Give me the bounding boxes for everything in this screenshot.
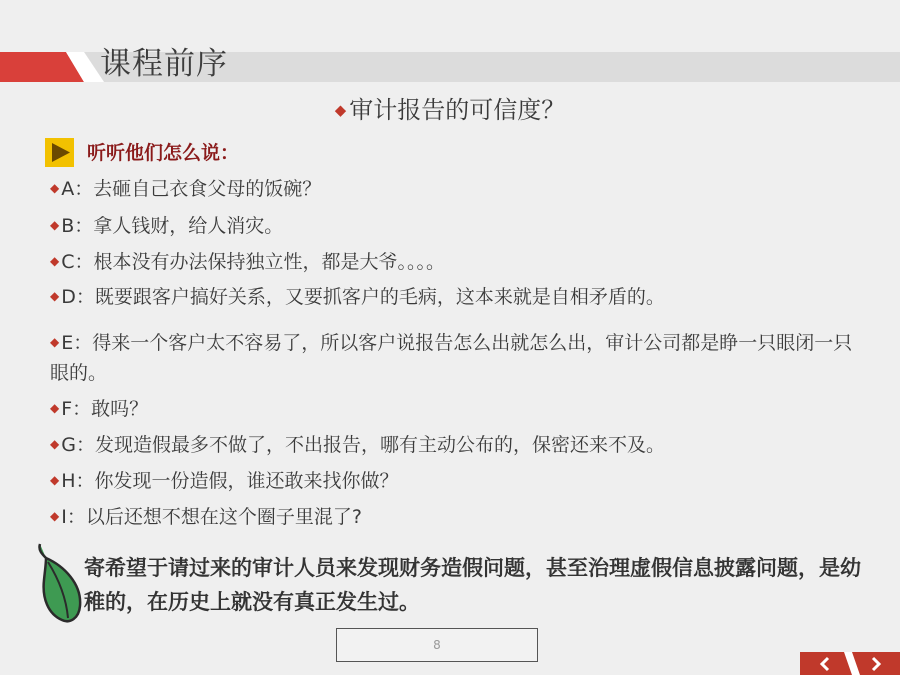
list-item [50, 210, 870, 241]
chevron-left-icon [800, 652, 850, 675]
diamond-bullet-icon: ◆ [50, 254, 60, 268]
list-item [50, 173, 870, 204]
diamond-bullet-icon: ◆ [50, 509, 60, 523]
slide-subtitle [0, 92, 900, 128]
page-number: 8 [336, 628, 538, 662]
diamond-bullet-icon: ◆ [50, 473, 60, 487]
list-item-text: H：你发现一份造假，谁还敢来找你做？ [61, 470, 399, 492]
list-item [50, 246, 870, 277]
list-item [50, 327, 870, 388]
diamond-bullet-icon: ◆ [334, 101, 347, 120]
list-item-text: G：发现造假最多不做了，不出报告，哪有主动公布的，保密还来不及。 [61, 434, 665, 456]
diamond-bullet-icon: ◆ [50, 335, 60, 349]
list-item-text: E：得来一个客户太不容易了，所以客户说报告怎么出就怎么出，审计公司都是睁一只眼闭一只眼的。 [50, 332, 853, 384]
list-item-text: C：根本没有办法保持独立性，都是大爷。。。。 [61, 251, 446, 273]
list-item-text: B：拿人钱财，给人消灾。 [61, 215, 284, 237]
subtitle-text: 审计报告的可信度？ [349, 96, 566, 124]
diamond-bullet-icon: ◆ [50, 289, 60, 303]
diamond-bullet-icon: ◆ [50, 181, 60, 195]
list-item-text: D：既要跟客户搞好关系，又要抓客户的毛病，这本来就是自相矛盾的。 [61, 286, 665, 308]
slide-navigation [800, 652, 900, 675]
list-item [50, 429, 870, 460]
diamond-bullet-icon: ◆ [50, 437, 60, 451]
list-item-text: F：敢吗？ [61, 398, 149, 420]
conclusion-text: 寄希望于请过来的审计人员来发现财务造假问题，甚至治理虚假信息披露问题，是幼稚的，在历史上就没有真正发生过。 [84, 556, 861, 614]
list-item [50, 501, 870, 532]
previous-slide-button[interactable] [800, 652, 850, 675]
list-item [50, 393, 870, 424]
list-item [50, 465, 870, 496]
next-slide-button[interactable] [850, 652, 900, 675]
leaf-icon [36, 540, 84, 624]
diamond-bullet-icon: ◆ [50, 218, 60, 232]
chevron-right-icon [850, 652, 900, 675]
list-item-text: A：去砸自己衣食父母的饭碗？ [61, 178, 322, 200]
page-title: 课程前序 [100, 46, 228, 82]
diamond-bullet-icon: ◆ [50, 401, 60, 415]
list-item [50, 281, 870, 312]
section-label: 听听他们怎么说： [87, 142, 240, 164]
play-icon [45, 138, 74, 167]
list-item-text: I：以后还想不想在这个圈子里混了? [61, 506, 362, 528]
